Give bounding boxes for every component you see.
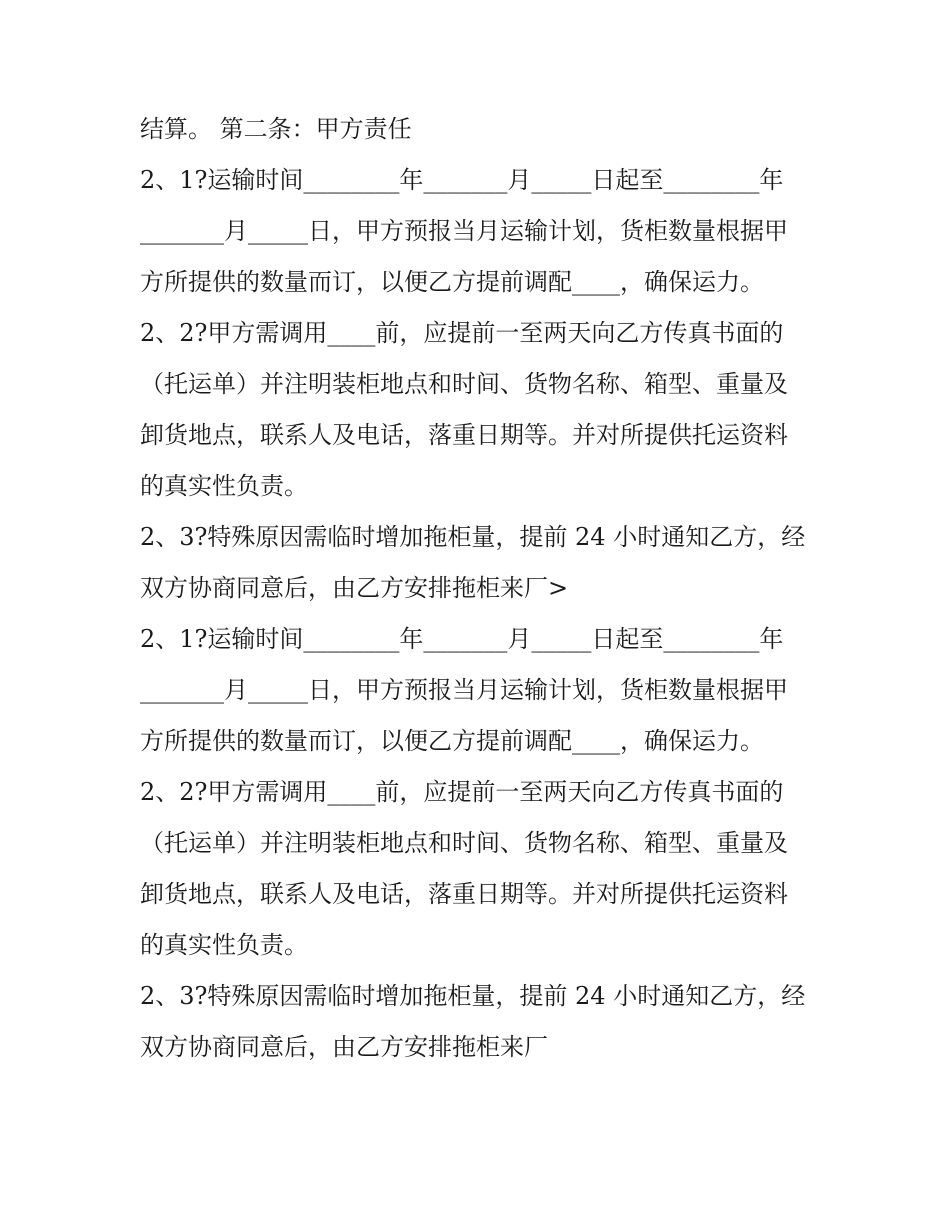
text-line: （托运单）并注明装柜地点和时间、货物名称、箱型、重量及 — [140, 829, 788, 857]
text-line: 双方协商同意后，由乙方安排拖柜来厂> — [140, 574, 569, 602]
document-body — [140, 104, 820, 1073]
text-line: 卸货地点，联系人及电话，落重日期等。并对所提供托运资料 — [140, 880, 788, 908]
text-line: 2、2?甲方需调用____前，应提前一至两天向乙方传真书面的 — [140, 319, 784, 347]
text-line: 双方协商同意后，由乙方安排拖柜来厂 — [140, 1033, 548, 1061]
text-line: 2、1?运输时间________年_______月_____日起至________年 — [140, 625, 784, 653]
text-line: 结算。 第二条：甲方责任 — [140, 115, 412, 143]
text-line: 的真实性负责。 — [140, 931, 308, 959]
text-line: 2、3?特殊原因需临时增加拖柜量，提前 24 小时通知乙方，经 — [140, 982, 806, 1010]
text-line: 方所提供的数量而订，以便乙方提前调配____，确保运力。 — [140, 268, 764, 296]
text-line: 卸货地点，联系人及电话，落重日期等。并对所提供托运资料 — [140, 421, 788, 449]
text-line: 的真实性负责。 — [140, 472, 308, 500]
text-line: 2、1?运输时间________年_______月_____日起至________年 — [140, 166, 784, 194]
text-line: 2、2?甲方需调用____前，应提前一至两天向乙方传真书面的 — [140, 778, 784, 806]
text-line: 2、3?特殊原因需临时增加拖柜量，提前 24 小时通知乙方，经 — [140, 523, 806, 551]
text-line: （托运单）并注明装柜地点和时间、货物名称、箱型、重量及 — [140, 370, 788, 398]
text-line: _______月_____日，甲方预报当月运输计划，货柜数量根据甲 — [140, 217, 788, 245]
text-line: 方所提供的数量而订，以便乙方提前调配____，确保运力。 — [140, 727, 764, 755]
text-line: _______月_____日，甲方预报当月运输计划，货柜数量根据甲 — [140, 676, 788, 704]
